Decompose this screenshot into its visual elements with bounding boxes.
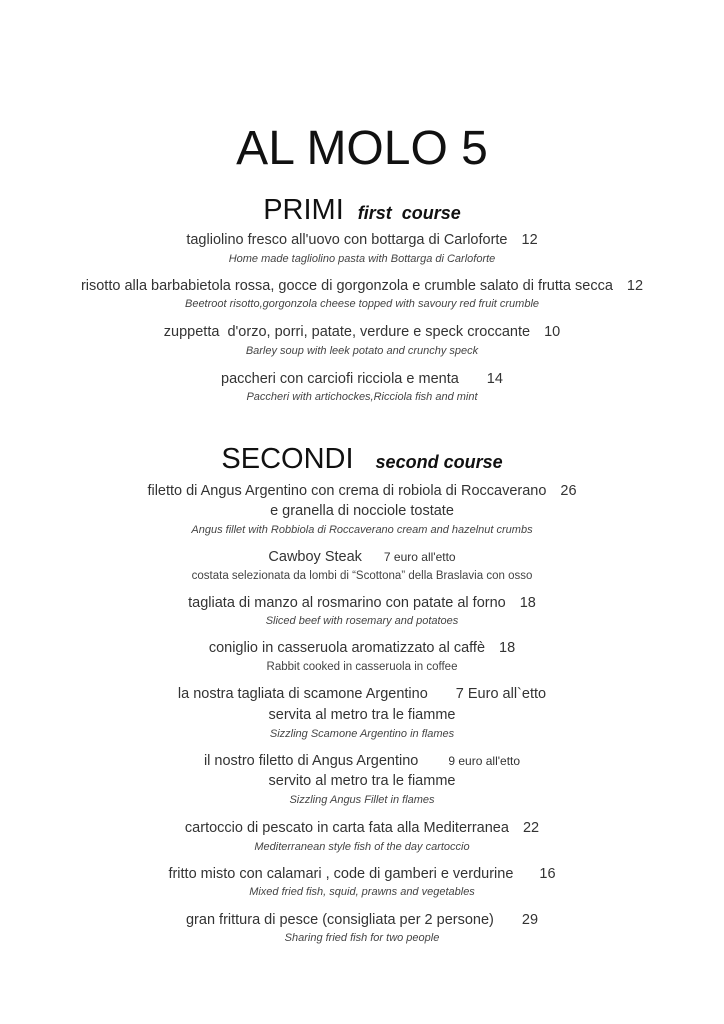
dish-price: 12 xyxy=(626,278,644,294)
dish-name-line2: servito al metro tra le fiamme xyxy=(268,773,456,789)
menu-item xyxy=(0,754,724,769)
dish-name: paccheri con carciofi ricciola e menta xyxy=(221,371,459,387)
dish-description: costata selezionata da lombi di “Scottona” della Braslavia con osso xyxy=(191,570,533,582)
menu-item xyxy=(0,821,724,836)
dish-description: Sizzling Scamone Argentino in flames xyxy=(269,728,455,740)
dish-description: Beetroot risotto,gorgonzola cheese topped with savoury red fruit crumble xyxy=(184,298,540,310)
dish-price: 18 xyxy=(499,640,516,656)
dish-description: Paccheri with artichockes,Ricciola fish and mint xyxy=(246,391,478,403)
menu-item xyxy=(0,867,724,882)
section-heading-primi xyxy=(0,196,724,225)
dish-price: 12 xyxy=(521,232,538,248)
dish-name: filetto di Angus Argentino con crema di robiola di Roccaverano xyxy=(147,483,547,499)
dish-name: gran frittura di pesce (consigliata per 2 persone) xyxy=(185,912,494,928)
dish-name: tagliata di manzo al rosmarino con patate al forno xyxy=(188,595,506,611)
dish-description: Sizzling Angus Fillet in flames xyxy=(289,794,435,806)
menu-item xyxy=(0,913,724,928)
dish-name: cartoccio di pescato in carta fata alla Mediterranea xyxy=(184,820,509,836)
dish-price: 29 xyxy=(521,912,539,928)
dish-price: 7 euro all'etto xyxy=(383,550,456,564)
dish-description: Mediterranean style fish of the day cartoccio xyxy=(254,841,470,853)
dish-price: 9 euro all'etto xyxy=(448,754,521,768)
dish-name: zuppetta d'orzo, porri, patate, verdure e speck croccante xyxy=(163,324,531,340)
dish-name: coniglio in casseruola aromatizzato al caffè xyxy=(208,640,486,656)
dish-name: Cawboy Steak xyxy=(268,549,362,565)
dish-name: il nostro filetto di Angus Argentino xyxy=(203,753,419,769)
dish-description: Angus fillet with Robbiola di Roccaverano cream and hazelnut crumbs xyxy=(191,524,533,536)
menu-item xyxy=(0,550,724,565)
dish-description: Mixed fried fish, squid, prawns and vegetables xyxy=(249,886,475,898)
restaurant-title: AL MOLO 5 xyxy=(236,122,488,175)
dish-name: tagliolino fresco all'uovo con bottarga di Carloforte xyxy=(186,232,508,248)
dish-name-line2: e granella di nocciole tostate xyxy=(270,503,454,519)
dish-price: 18 xyxy=(519,595,536,611)
menu-item xyxy=(0,596,724,611)
heading-it: PRIMI xyxy=(263,194,344,226)
dish-name: fritto misto con calamari , code di gamberi e verdurine xyxy=(168,866,514,882)
heading-it: SECONDI xyxy=(221,443,354,475)
section-heading-secondi xyxy=(0,445,724,474)
menu-item xyxy=(0,687,724,702)
menu-item xyxy=(0,484,724,499)
heading-en: second course xyxy=(375,452,503,472)
menu-item xyxy=(0,641,724,656)
dish-price: 16 xyxy=(539,866,556,882)
dish-description: Barley soup with leek potato and crunchy speck xyxy=(245,345,479,357)
dish-name-line2: servita al metro tra le fiamme xyxy=(268,707,456,723)
dish-name: risotto alla barbabietola rossa, gocce di gorgonzola e crumble salato di frutta secca xyxy=(80,278,613,294)
dish-description: Sliced beef with rosemary and potatoes xyxy=(265,615,459,627)
menu-item xyxy=(0,325,724,340)
dish-price: 10 xyxy=(544,324,561,340)
dish-description: Sharing fried fish for two people xyxy=(284,932,440,944)
menu-item xyxy=(0,279,724,294)
heading-en: first course xyxy=(357,203,461,223)
dish-description: Home made tagliolino pasta with Bottarga di Carloforte xyxy=(228,253,496,265)
dish-price: 14 xyxy=(486,371,503,387)
menu-item xyxy=(0,233,724,248)
menu-item xyxy=(0,372,724,387)
dish-name: la nostra tagliata di scamone Argentino xyxy=(177,686,428,702)
dish-description: Rabbit cooked in casseruola in coffee xyxy=(266,661,458,673)
dish-price: 7 Euro all`etto xyxy=(455,686,547,702)
dish-price: 26 xyxy=(560,483,577,499)
dish-price: 22 xyxy=(522,820,540,836)
